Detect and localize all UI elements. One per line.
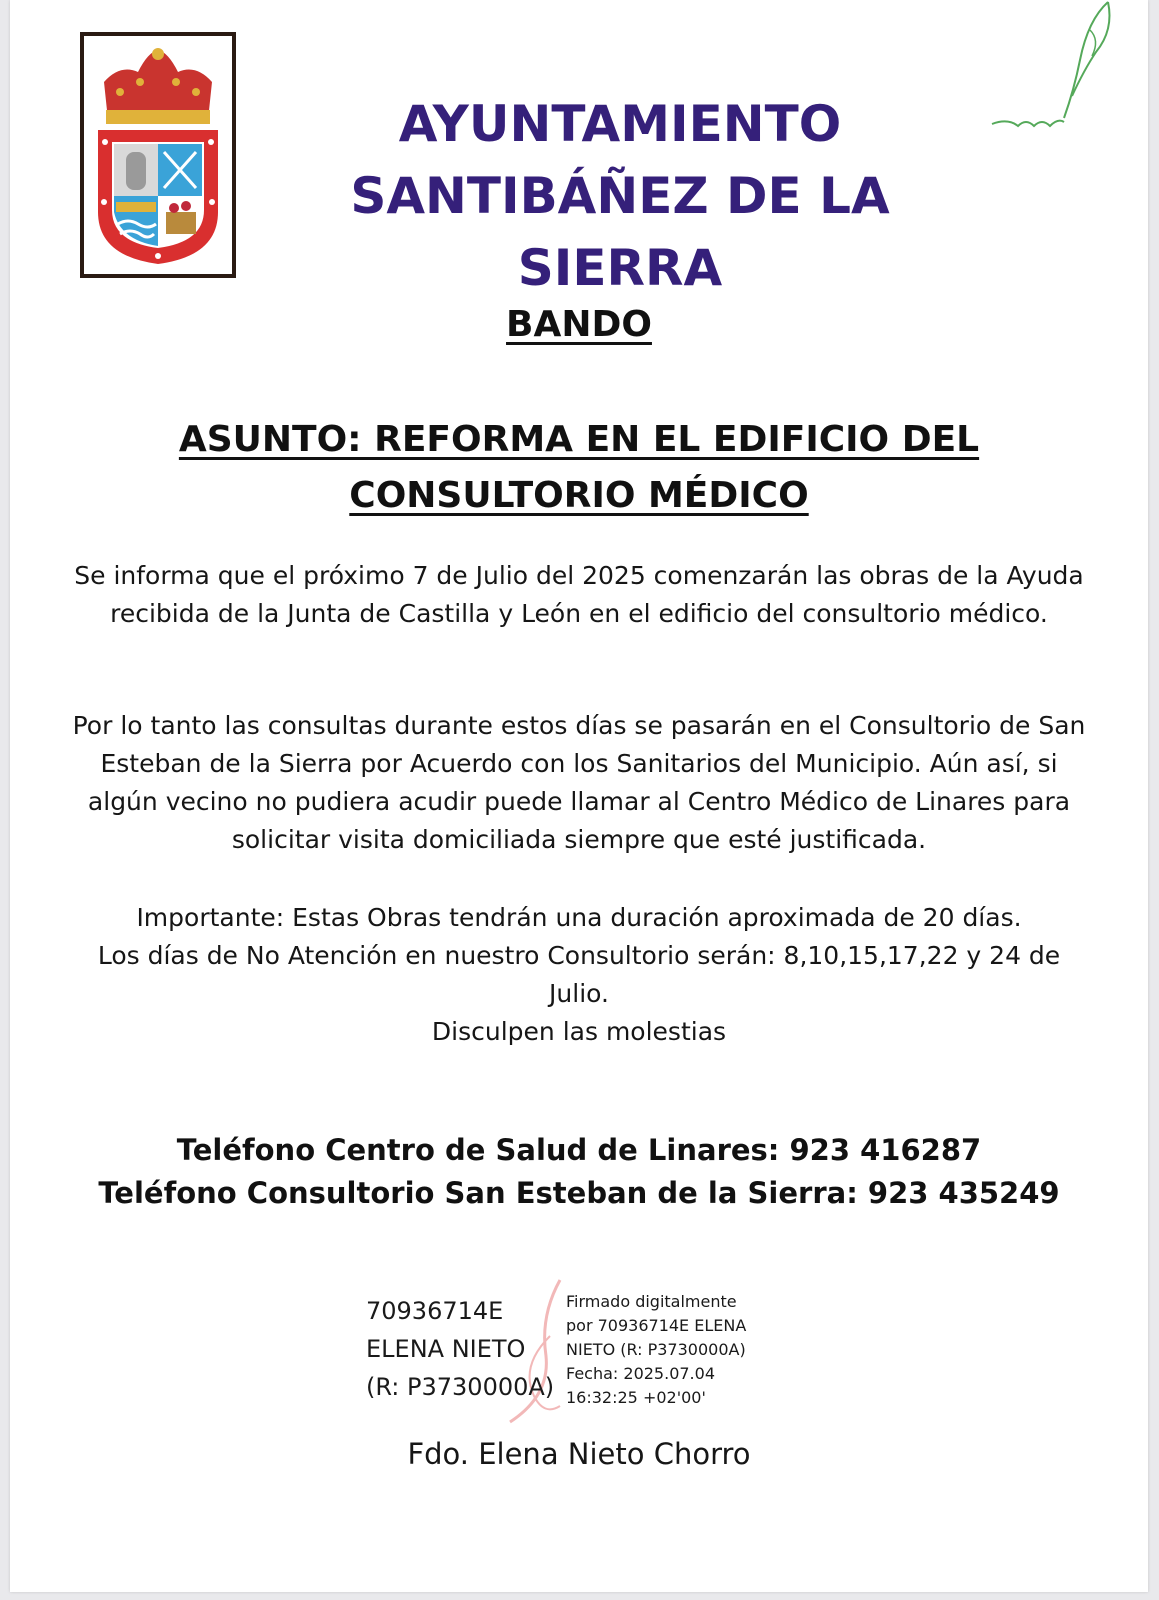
- apology: Disculpen las molestias: [431, 1017, 727, 1046]
- phone-san-esteban: Teléfono Consultorio San Esteban de la Sierra: 923 435249: [98, 1176, 1060, 1210]
- signer-id: 70936714E: [366, 1297, 504, 1325]
- digital-date: Fecha: 2025.07.04: [566, 1364, 715, 1383]
- important-closed-days: Los días de No Atención en nuestro Consultorio serán: 8,10,15,17,22 y 24 de Julio.: [97, 941, 1061, 1008]
- signed-by: Fdo. Elena Nieto Chorro: [407, 1437, 751, 1471]
- signer-block: [366, 1292, 576, 1406]
- document-page: [10, 0, 1148, 1592]
- signer-name: ELENA NIETO: [366, 1335, 526, 1363]
- header-title-line2: SANTIBÁÑEZ DE LA SIERRA: [350, 167, 890, 297]
- quill-pen-icon: [988, 0, 1118, 135]
- digital-time: 16:32:25 +02'00': [566, 1388, 706, 1407]
- header-title-line1: AYUNTAMIENTO: [398, 95, 842, 153]
- signer-registry: (R: P3730000A): [366, 1373, 555, 1401]
- important-duration: Importante: Estas Obras tendrán una duración aproximada de 20 días.: [136, 903, 1022, 932]
- phone-linares: Teléfono Centro de Salud de Linares: 923 416287: [176, 1133, 982, 1167]
- paragraph-important: [70, 899, 1088, 1051]
- digital-signature-info: [566, 1290, 776, 1410]
- coat-of-arms-icon: [90, 42, 226, 268]
- digital-line: por 70936714E ELENA: [566, 1316, 747, 1335]
- digital-line: NIETO (R: P3730000A): [566, 1340, 746, 1359]
- crest-frame: [80, 32, 236, 278]
- subject-heading: [10, 412, 1148, 524]
- subject-line1: ASUNTO: REFORMA EN EL EDIFICIO DEL: [178, 419, 980, 460]
- digital-line: Firmado digitalmente: [566, 1292, 737, 1311]
- subject-line2: CONSULTORIO MÉDICO: [349, 475, 809, 516]
- document-type: BANDO: [506, 304, 652, 345]
- paragraph-start-date: Se informa que el próximo 7 de Julio del 2025 comenzarán las obras de la Ayuda recibida de la Junta de Castilla y León en el edificio del consultorio médico.: [74, 561, 1084, 628]
- paragraph-alternative-clinic: Por lo tanto las consultas durante estos días se pasarán en el Consultorio de San Esteban de la Sierra por Acuerdo con los Sanitarios del Municipio. Aún así, si algún vecino no pudiera acudir puede llamar al Centro Médico de Linares para solicitar visita domiciliada siempre que esté justificada.: [72, 711, 1086, 854]
